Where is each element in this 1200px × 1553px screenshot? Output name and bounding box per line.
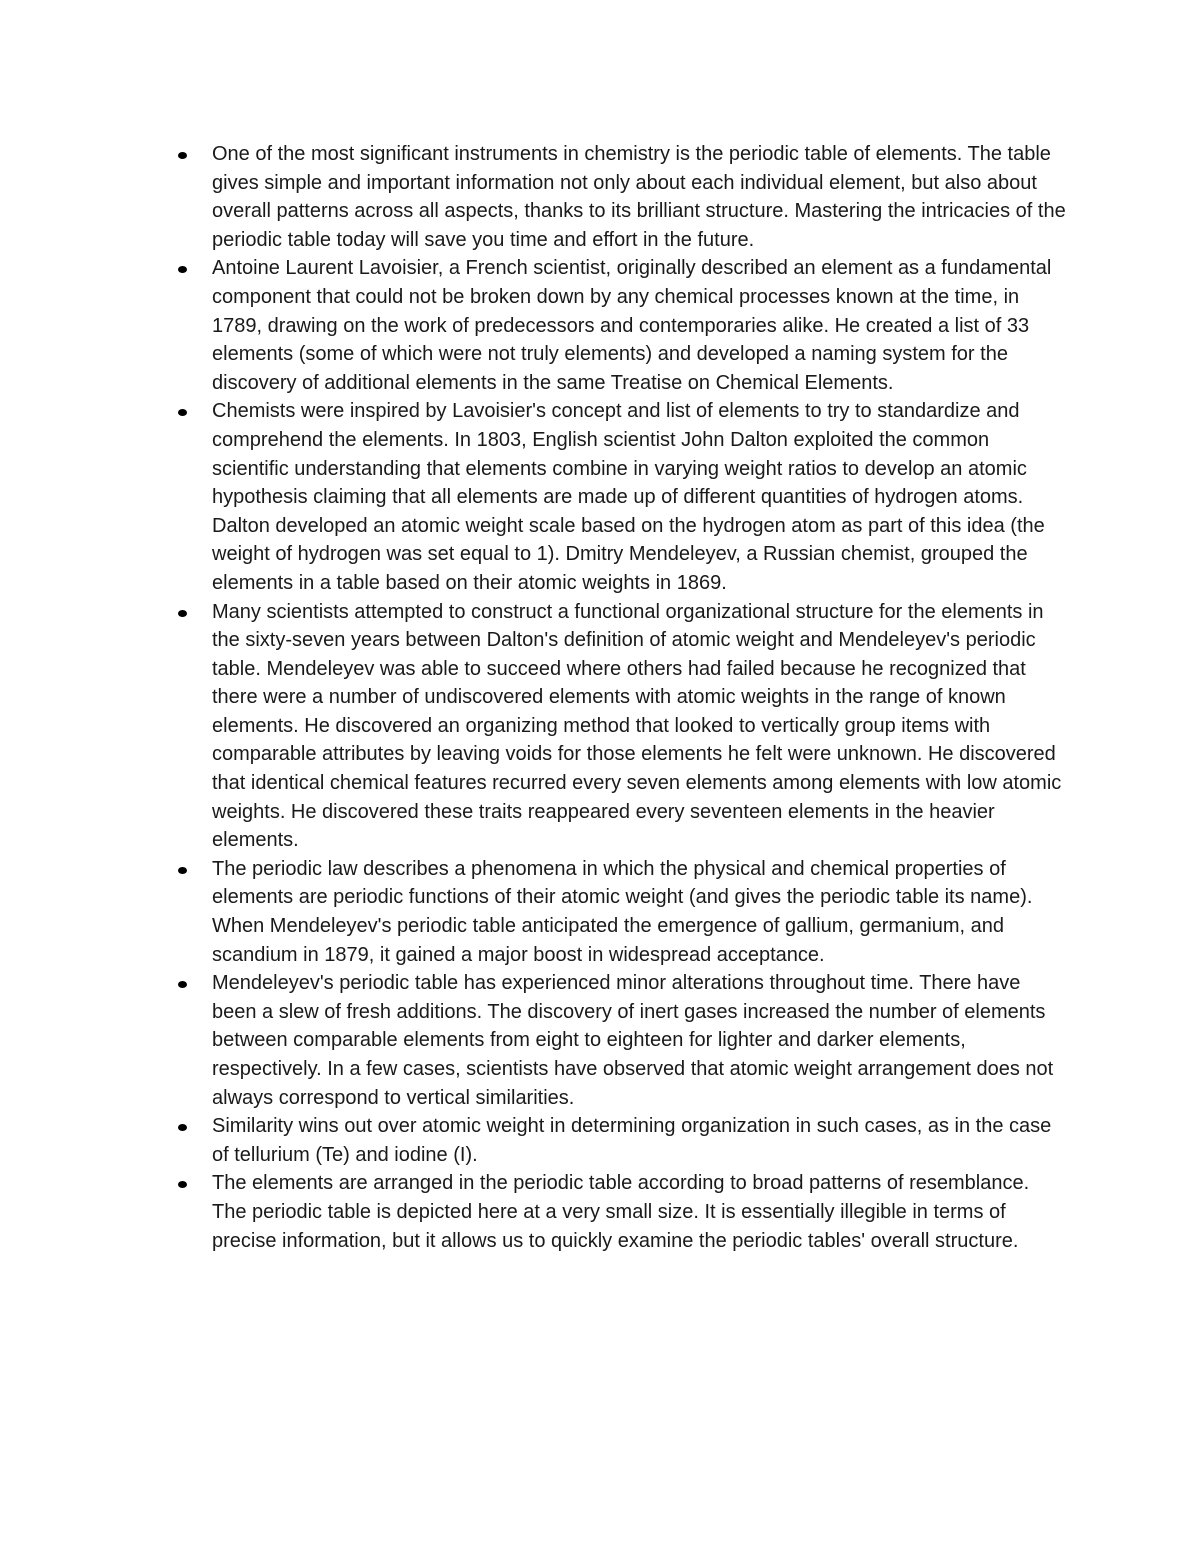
- list-item-text: Antoine Laurent Lavoisier, a French scientist, originally described an element as a fundamental component that could not be broken down by any chemical processes known at the time, in 1789, drawing on the work of predecessors and contemporaries alike. He created a list of 33 elements (some of which were not truly elements) and developed a naming system for the discovery of additional elements in the same Treatise on Chemical Elements.: [212, 257, 1052, 394]
- list-item-text: Similarity wins out over atomic weight in determining organization in such cases, as in the case of tellurium (Te) and iodine (I).: [212, 1115, 1052, 1166]
- bullet-icon: [178, 1181, 187, 1188]
- list-item: [176, 254, 1066, 397]
- list-item-text: One of the most significant instruments in chemistry is the periodic table of elements. The table gives simple and important information not only about each individual element, but also about overall patterns across all aspects, thanks to its brilliant structure. Mastering the intricacies of the periodic table today will save you time and effort in the future.: [212, 143, 1066, 251]
- bullet-list: [176, 140, 1066, 1255]
- list-item-text: Mendeleyev's periodic table has experienced minor alterations throughout time. There have been a slew of fresh additions. The discovery of inert gases increased the number of elements between comparable elements from eight to eighteen for lighter and darker elements, respectively. In a few cases, scientists have observed that atomic weight arrangement does not always correspond to vertical similarities.: [212, 972, 1054, 1109]
- bullet-icon: [178, 266, 187, 273]
- bullet-icon: [178, 1124, 187, 1131]
- list-item: [176, 969, 1066, 1112]
- list-item: [176, 1169, 1066, 1255]
- bullet-icon: [178, 152, 187, 159]
- bullet-icon: [178, 981, 187, 988]
- list-item: [176, 397, 1066, 597]
- list-item-text: The periodic law describes a phenomena in which the physical and chemical properties of elements are periodic functions of their atomic weight (and gives the periodic table its name). When Mendeleyev's periodic table anticipated the emergence of gallium, germanium, and scandium in 1879, it gained a major boost in widespread acceptance.: [212, 857, 1033, 966]
- bullet-icon: [178, 610, 187, 617]
- list-item: [176, 1112, 1066, 1169]
- list-item: [176, 140, 1066, 254]
- list-item-text: Chemists were inspired by Lavoisier's concept and list of elements to try to standardize and comprehend the elements. In 1803, English scientist John Dalton exploited the common scientific understanding that elements combine in varying weight ratios to develop an atomic hypothesis claiming that all elements are made up of different quantities of hydrogen atoms. Dalton developed an atomic weight scale based on the hydrogen atom as part of this idea (the weight of hydrogen was set equal to 1). Dmitry Mendeleyev, a Russian chemist, grouped the elements in a table based on their atomic weights in 1869.: [212, 400, 1045, 594]
- bullet-icon: [178, 867, 187, 874]
- bullet-icon: [178, 409, 187, 416]
- list-item-text: The elements are arranged in the periodic table according to broad patterns of resemblance. The periodic table is depicted here at a very small size. It is essentially illegible in terms of precise information, but it allows us to quickly examine the periodic tables' overall structure.: [212, 1172, 1030, 1252]
- list-item: [176, 598, 1066, 855]
- list-item-text: Many scientists attempted to construct a functional organizational structure for the elements in the sixty-seven years between Dalton's definition of atomic weight and Mendeleyev's periodic table. Mendeleyev was able to succeed where others had failed because he recognized that there were a number of undiscovered elements with atomic weights in the range of known elements. He discovered an organizing method that looked to vertically group items with comparable attributes by leaving voids for those elements he felt were unknown. He discovered that identical chemical features recurred every seven elements among elements with low atomic weights. He discovered these traits reappeared every seventeen elements in the heavier elements.: [212, 600, 1062, 852]
- list-item: [176, 855, 1066, 969]
